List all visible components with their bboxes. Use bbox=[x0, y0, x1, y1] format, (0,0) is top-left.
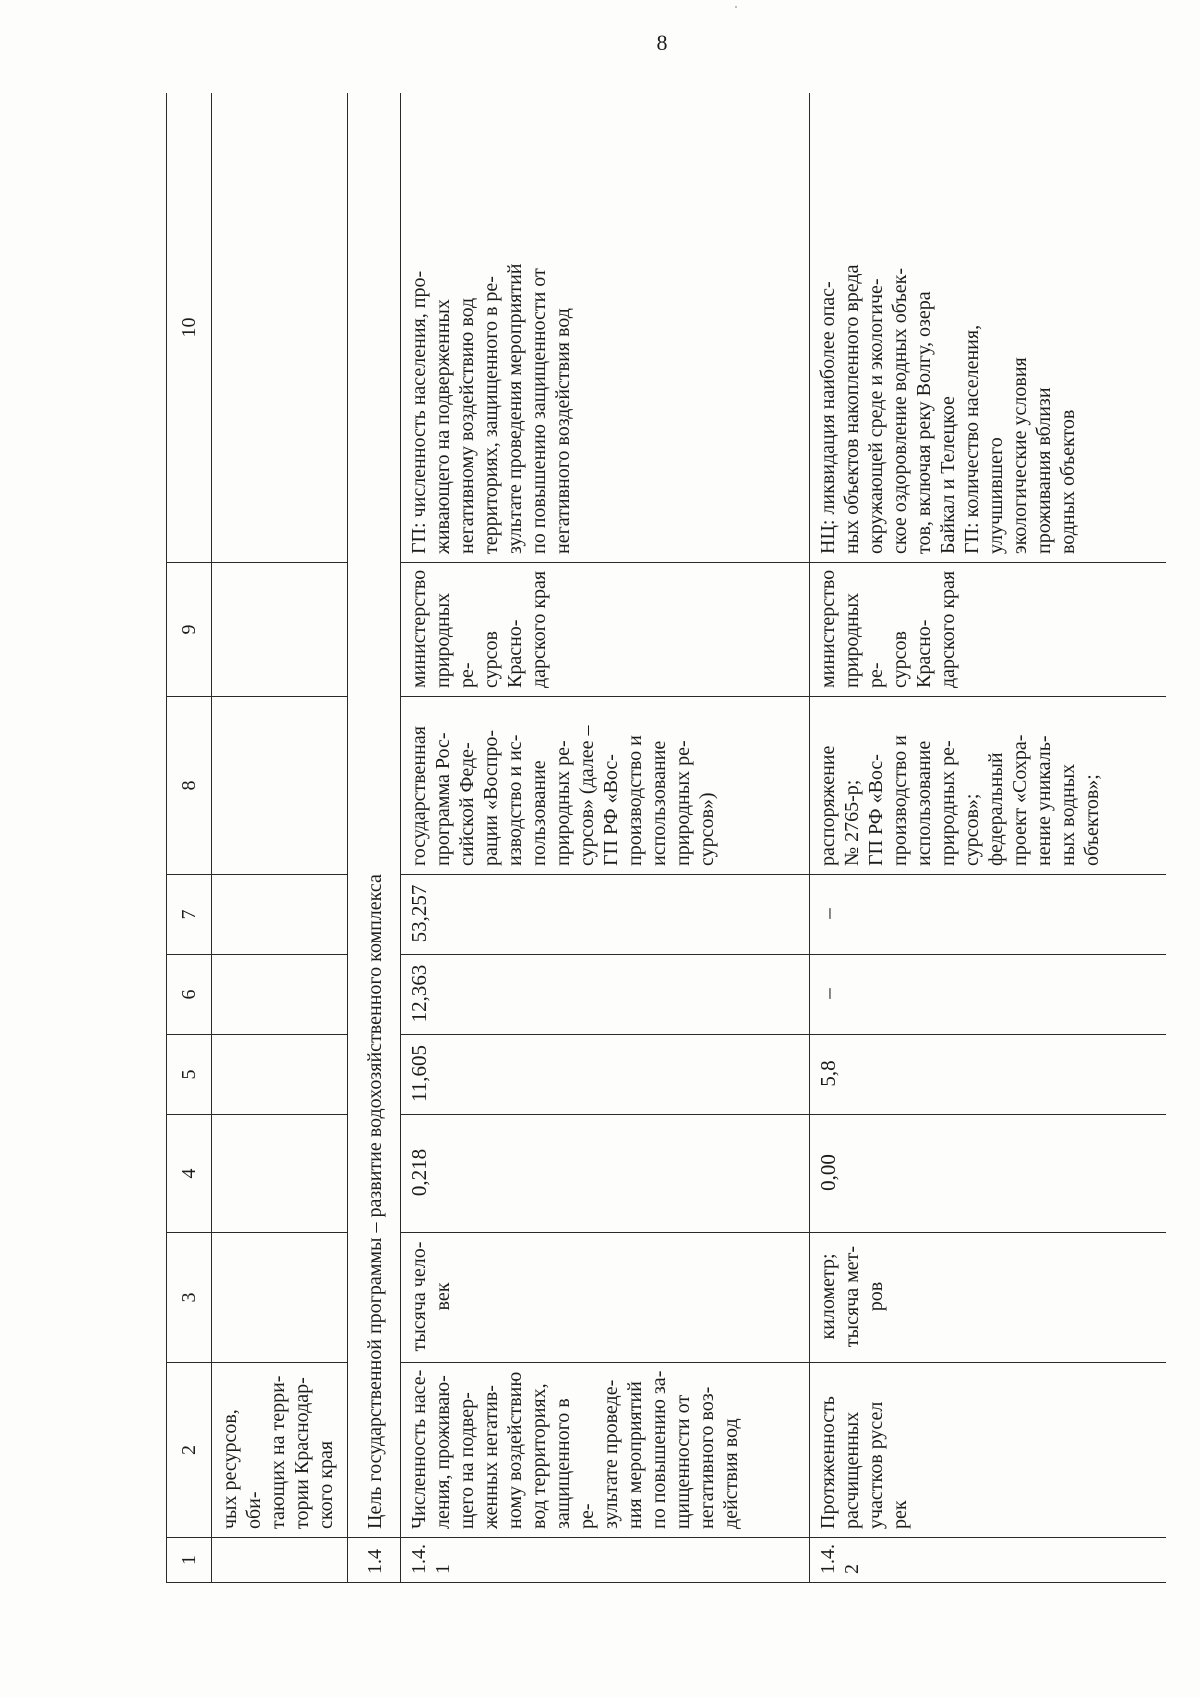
header-row bbox=[167, 93, 212, 1583]
relation-cell: НЦ: ликвидация наиболее опас- ных объектов накопленного вреда окружающей среде и экологиче- ское оздоровление водных объек- тов, включая реку Волгу, озера Байкал и Телецкое ГП: количество населения, улучшившего экологические условия проживания вблизи водных объектов bbox=[810, 93, 1167, 563]
responsible-cell: министерство природных ре- сурсов Красно- дарского края bbox=[810, 563, 1167, 697]
section-row bbox=[348, 93, 401, 1583]
header-cell-4: 4 bbox=[167, 1115, 212, 1233]
table-frame bbox=[166, 93, 1166, 1583]
cont-cell-3 bbox=[212, 1233, 348, 1363]
relation-cell: ГП: численность населения, про- живающего на подверженных негативному воздействию вод территориях, защищенного в ре- зультате проведения мероприятий по повышению защищенности от негативного воздействия вод bbox=[401, 93, 810, 563]
value-cell-5: 5,8 bbox=[810, 1035, 1167, 1115]
cont-cell-10 bbox=[212, 93, 348, 563]
value-cell-6: 12,363 bbox=[401, 955, 810, 1035]
cont-cell-5 bbox=[212, 1035, 348, 1115]
cont-cell-4 bbox=[212, 1115, 348, 1233]
row-number: 1.4.1 bbox=[401, 1538, 810, 1583]
section-title: Цель государственной программы – развитие водохозяйственного комплекса bbox=[348, 93, 401, 1538]
indicator-name: Численность насе- ления, проживаю- щего на подвер- женных негатив- ному воздействию вод территориях, защищенного в ре- зультате проведе- ния мероприятий по повышению за- щищенности от негативного воз- действия вод bbox=[401, 1363, 810, 1538]
scan-mark bbox=[735, 6, 737, 8]
continuation-row bbox=[212, 93, 348, 1583]
header-cell-3: 3 bbox=[167, 1233, 212, 1363]
source-cell: распоряжение № 2765-р; ГП РФ «Вос- производство и использование природных ре- сурсов»; федеральный проект «Сохра- нение уникаль- ных водных объектов»; bbox=[810, 697, 1167, 875]
header-cell-9: 9 bbox=[167, 563, 212, 697]
value-cell-4: 0,00 bbox=[810, 1115, 1167, 1233]
indicator-name: Протяженность расчищенных участков русел рек bbox=[810, 1363, 1167, 1538]
header-cell-2: 2 bbox=[167, 1363, 212, 1538]
header-cell-5: 5 bbox=[167, 1035, 212, 1115]
table-row bbox=[401, 93, 810, 1583]
page-number: 8 bbox=[656, 30, 668, 55]
value-cell-6: – bbox=[810, 955, 1167, 1035]
value-cell-7: 53,257 bbox=[401, 875, 810, 955]
responsible-cell: министерство природных ре- сурсов Красно- дарского края bbox=[401, 563, 810, 697]
unit-cell: километр; тысяча мет- ров bbox=[810, 1233, 1167, 1363]
value-cell-7: – bbox=[810, 875, 1167, 955]
header-cell-10: 10 bbox=[167, 93, 212, 563]
header-cell-1: 1 bbox=[167, 1538, 212, 1583]
cont-cell-7 bbox=[212, 875, 348, 955]
cont-cell-8 bbox=[212, 697, 348, 875]
cont-cell-2: чых ресурсов, оби- тающих на терри- тории Краснодар- ского края bbox=[212, 1363, 348, 1538]
cont-cell-9 bbox=[212, 563, 348, 697]
header-cell-6: 6 bbox=[167, 955, 212, 1035]
source-cell: государственная программа Рос- сийской Феде- рации «Воспро- изводство и ис- пользование природных ре- сурсов» (далее – ГП РФ «Вос- производство и использование природных ре- сурсов») bbox=[401, 697, 810, 875]
row-number: 1.4.2 bbox=[810, 1538, 1167, 1583]
header-cell-7: 7 bbox=[167, 875, 212, 955]
header-cell-8: 8 bbox=[167, 697, 212, 875]
table-row bbox=[810, 93, 1167, 1583]
value-cell-5: 11,605 bbox=[401, 1035, 810, 1115]
unit-cell: тысяча чело- век bbox=[401, 1233, 810, 1363]
cont-cell-6 bbox=[212, 955, 348, 1035]
section-number: 1.4 bbox=[348, 1538, 401, 1583]
indicator-table bbox=[166, 93, 1166, 1583]
value-cell-4: 0,218 bbox=[401, 1115, 810, 1233]
cont-cell-1 bbox=[212, 1538, 348, 1583]
rotated-table-wrapper bbox=[166, 93, 1166, 1583]
